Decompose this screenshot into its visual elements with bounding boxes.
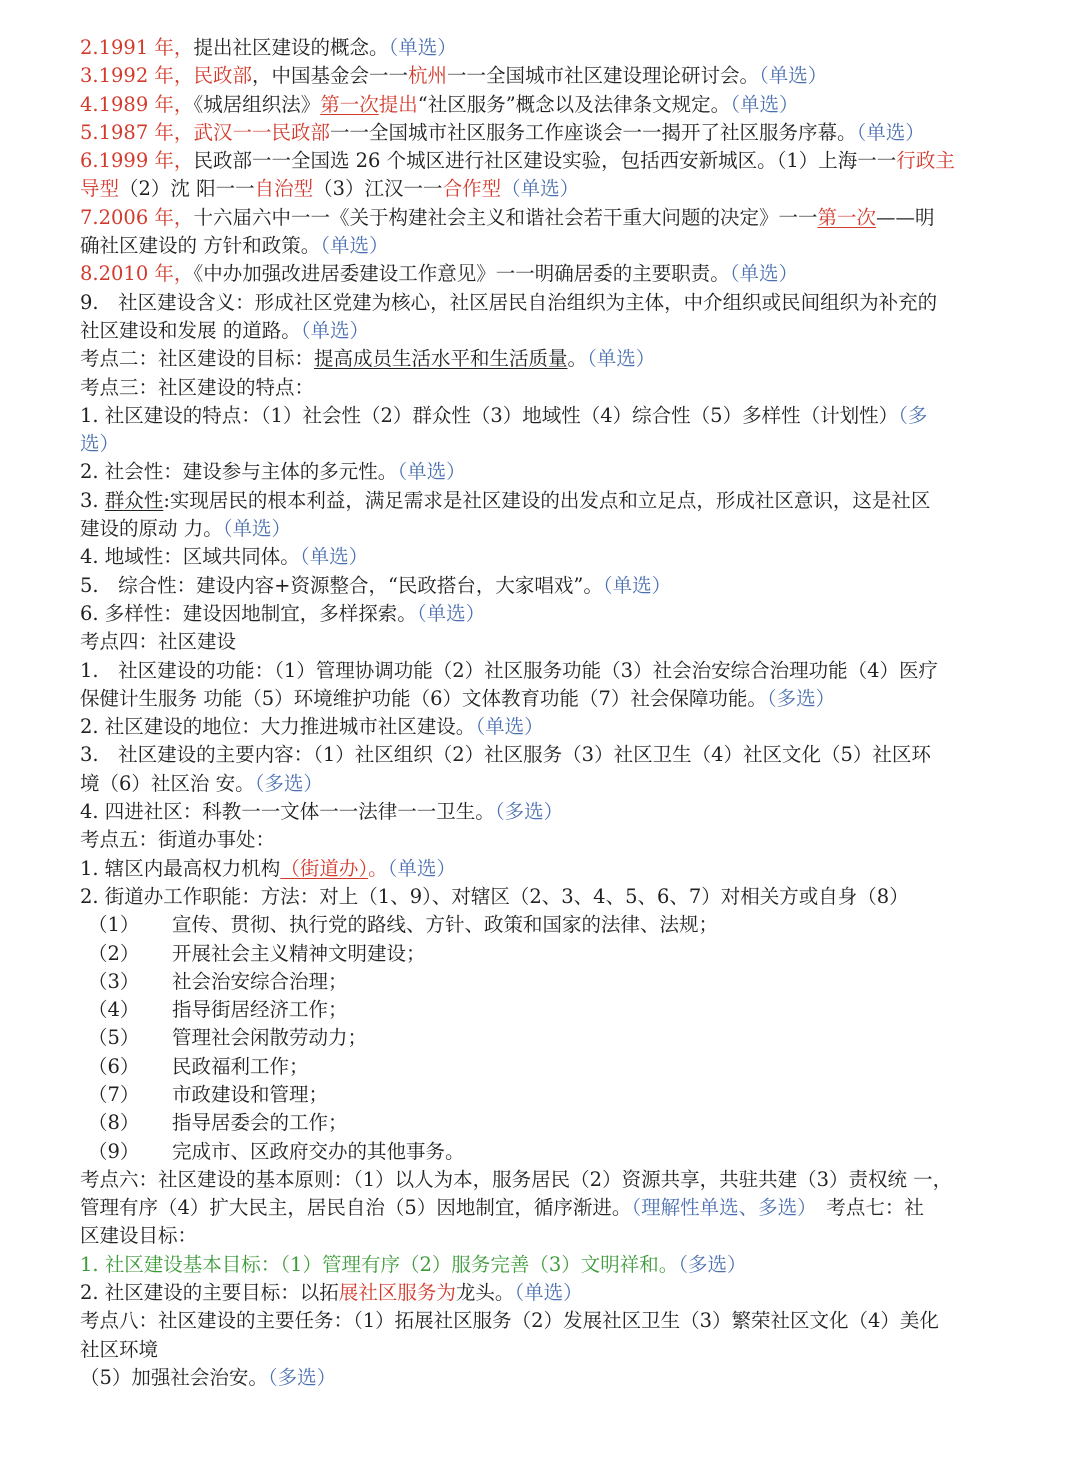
list-text: 完成市、区政府交办的其他事务。 [172, 1139, 465, 1163]
line-1987 [80, 119, 995, 147]
line-text: 《城居组织法》 [193, 92, 321, 116]
highlight-text: 行政主 [896, 149, 955, 173]
highlight-text: 合作型 [442, 177, 502, 201]
line-text: 确社区建设的 方针和政策。 [80, 234, 321, 258]
list-number: （2） [88, 941, 140, 965]
list-text: 指导居委会的工作； [172, 1111, 348, 1135]
tag-single: （单选） [729, 262, 798, 286]
highlight-text: 导型 [80, 177, 120, 201]
year-label: 8.2010 年， [80, 262, 194, 286]
list-number: （6） [88, 1054, 140, 1078]
highlight-underlined: 第一次 [320, 92, 379, 116]
list-number: （7） [88, 1082, 140, 1106]
line-text: 提出社区建设的概念。 [193, 36, 389, 59]
line-tasks-cont [80, 1336, 995, 1364]
highlight-underlined: （街道办） [280, 856, 369, 880]
tag-single: （单选） [730, 92, 799, 116]
line-text: 2. 社区建设的主要目标：以拓 [80, 1281, 339, 1305]
underlined-text: 提高成员生活水平和生活质量 [314, 347, 568, 371]
line-definition [80, 289, 995, 317]
line-functions [80, 657, 995, 685]
line-text: 社区建设和发展 的道路。 [80, 318, 301, 342]
tag-single: （单选） [299, 545, 369, 569]
line-definition-cont [80, 317, 995, 345]
tag-multi: （多 [898, 403, 928, 427]
line-text: （3）江汉一一 [313, 177, 443, 201]
line-text: 1. 社区建设的功能：（1）管理协调功能（2）社区服务功能（3）社会治安综合治理功能（4）医疗 [80, 658, 938, 682]
section-heading: 区建设目标： [80, 1224, 198, 1248]
tag-single: （单选） [222, 517, 291, 541]
line-text: 3. 社区建设的主要内容：（1）社区组织（2）社区服务（3）社区卫生（4）社区文化（5）社区环 [80, 743, 931, 767]
list-item [80, 911, 995, 939]
underlined-text: 群众性 [104, 488, 164, 512]
year-label: 2.1991 年， [80, 36, 194, 59]
tag-single: （单选） [856, 120, 925, 144]
line-1999 [80, 147, 995, 175]
line-text: 考点八：社区建设的主要任务：（1）拓展社区服务（2）发展社区卫生（3）繁荣社区文化（4）美化 [80, 1309, 939, 1333]
line-authority [80, 855, 995, 883]
section-3-heading [80, 374, 995, 402]
line-text: 考点六：社区建设的基本原则：（1）以人为本，服务居民（2）资源共享，共驻共建（3）责权统 一， [80, 1167, 953, 1191]
tag-single: （单选） [587, 347, 656, 371]
line-2010 [80, 260, 995, 288]
tag-single: （单选） [397, 460, 466, 484]
section-8-tasks [80, 1307, 995, 1335]
line-text: 2. 街道办工作职能：方法：对上（1、9）、对辖区（2、3、4、5、6、7）对相关方或自身（8） [80, 884, 909, 908]
tag-single: （单选） [602, 573, 672, 597]
section-2-goal [80, 345, 995, 373]
line-text: 建设的原动 力。 [80, 517, 223, 541]
highlight-text: 杭州 [407, 64, 447, 88]
line-diversity [80, 600, 995, 628]
line-text: 龙头。 [455, 1281, 515, 1305]
section-6-principles [80, 1166, 995, 1194]
line-text: ——明 [875, 205, 935, 229]
list-item [80, 1138, 995, 1166]
list-item [80, 1053, 995, 1081]
line-social [80, 458, 995, 486]
line-basic-goals [80, 1251, 995, 1279]
line-1999-cont [80, 175, 995, 203]
section-heading: 考点三：社区建设的特点： [80, 375, 315, 399]
tag-multi: （多选） [494, 800, 564, 824]
highlight-text: 提出 [378, 92, 418, 116]
line-contents-cont [80, 770, 995, 798]
document-page [80, 34, 995, 1392]
tag-single: （单选） [387, 856, 456, 880]
section-heading: 考点五：街道办事处： [80, 828, 276, 852]
tag-multi: （多选） [267, 1365, 337, 1389]
line-features [80, 402, 995, 430]
line-tasks-last [80, 1364, 995, 1392]
section-4-heading [80, 628, 995, 656]
line-2006-cont [80, 232, 995, 260]
list-text: 社会治安综合治理； [172, 969, 348, 993]
line-text: :实现居民的根本利益，满足需求是社区建设的出发点和立足点，形成社区意识，这是社区 [163, 488, 931, 512]
year-label: 3.1992 年， [80, 64, 194, 88]
line-text: 《中办加强改进居委建设工作意见》一一明确居委的主要职责。 [193, 262, 730, 286]
tag-single: （单选） [416, 601, 486, 625]
list-number: （1） [88, 913, 140, 937]
line-text: 6. 多样性：建设因地制宜，多样探索。 [80, 601, 417, 625]
tag-single: （单选） [475, 715, 544, 739]
line-status [80, 713, 995, 741]
tag-mixed: （理解性单选、多选） [631, 1196, 807, 1220]
line-text: （5）加强社会治安。 [80, 1365, 268, 1389]
line-text: 十六届六中一一《关于构建社会主义和谐社会若干重大问题的决定》一一 [193, 205, 818, 229]
line-regional [80, 543, 995, 571]
list-text: 市政建设和管理； [172, 1082, 329, 1106]
line-text: 4. 地域性：区域共同体。 [80, 545, 300, 569]
tag-single: （单选） [300, 318, 369, 342]
tag-multi: （多选） [254, 771, 323, 795]
highlight-text: 自治型 [254, 177, 314, 201]
line-1991 [80, 34, 995, 62]
line-text: 1. 辖区内最高权力机构 [80, 856, 281, 880]
year-label: 7.2006 年， [80, 205, 194, 229]
list-text: 管理社会闲散劳动力； [172, 1026, 368, 1050]
line-text: 管理有序（4）扩大民主，居民自治（5）因地制宜，循序渐进。 [80, 1196, 632, 1220]
list-number: （8） [88, 1111, 140, 1135]
highlight-text: 民政部 [193, 64, 252, 88]
list-text: 指导街居经济工作； [172, 998, 348, 1022]
line-four-entries [80, 798, 995, 826]
highlight-text: 展社区服务为 [338, 1281, 456, 1305]
tag-multi: （多选） [678, 1252, 747, 1276]
line-text: （2）沈 阳一一 [119, 177, 255, 201]
line-text: 5. 综合性：建设内容+资源整合，“民政搭台，大家唱戏”。 [80, 573, 603, 597]
section-heading: 考点二：社区建设的目标： [80, 347, 315, 371]
highlight-text: 。 [368, 856, 388, 880]
line-contents [80, 741, 995, 769]
list-text: 民政福利工作； [172, 1054, 309, 1078]
line-2006 [80, 204, 995, 232]
line-1992 [80, 62, 995, 90]
line-functions-cont [80, 685, 995, 713]
line-text: 一一全国城市社区建设理论研讨会。 [446, 64, 759, 88]
line-1989 [80, 91, 995, 119]
tag-single: （单选） [320, 234, 389, 258]
line-principles-cont [80, 1194, 995, 1222]
list-number: （3） [88, 969, 140, 993]
tag-single: （单选） [759, 64, 828, 88]
year-label: 6.1999 年， [80, 149, 194, 173]
line-text: 2. 社会性：建设参与主体的多元性。 [80, 460, 398, 484]
tag-multi: （多选） [766, 686, 836, 710]
list-text: 开展社会主义精神文明建设； [172, 941, 426, 965]
list-item [80, 1024, 995, 1052]
section-heading: 考点七：社 [806, 1196, 924, 1220]
year-label: 4.1989 年， [80, 92, 194, 116]
line-text: “社区服务”概念以及法律条文规定。 [417, 92, 731, 116]
line-text: 9. 社区建设含义：形成社区党建为核心，社区居民自治组织为主体，中介组织或民间组织为补充的 [80, 290, 938, 314]
line-text: 民政部一一全国选 26 个城区进行社区建设实验，包括西安新城区。（1）上海一一 [193, 149, 897, 173]
line-text: 保健计生服务 功能（5）环境维护功能（6）文体教育功能（7）社会保障功能。 [80, 686, 767, 710]
list-item [80, 1081, 995, 1109]
highlight-underlined: 第一次 [817, 205, 876, 229]
line-text: 境（6）社区治 安。 [80, 771, 255, 795]
line-comprehensive [80, 572, 995, 600]
tag-multi: 选） [80, 432, 120, 456]
line-main-goal [80, 1279, 995, 1307]
line-text: 社区环境 [80, 1337, 159, 1361]
list-item [80, 1109, 995, 1137]
highlight-green-text: 1. 社区建设基本目标：（1）管理有序（2）服务完善（3）文明祥和。 [80, 1252, 679, 1276]
tag-single: （单选） [501, 177, 580, 201]
line-mass [80, 487, 995, 515]
list-number: （9） [88, 1139, 140, 1163]
line-duties-method [80, 883, 995, 911]
section-heading: 考点四：社区建设 [80, 630, 237, 654]
line-features-cont [80, 430, 995, 458]
line-mass-cont [80, 515, 995, 543]
line-text: 一一全国城市社区服务工作座谈会一一揭开了社区服务序幕。 [329, 120, 857, 144]
section-7-heading [80, 1222, 995, 1250]
line-text: 。 [567, 347, 588, 371]
highlight-text: 武汉一一民政部 [193, 120, 330, 144]
year-label: 5.1987 年， [80, 120, 194, 144]
list-item [80, 996, 995, 1024]
section-5-heading [80, 826, 995, 854]
tag-single: （单选） [388, 36, 457, 59]
line-text: 4. 四进社区：科教一一文体一一法律一一卫生。 [80, 800, 495, 824]
list-number: （5） [88, 1026, 140, 1050]
list-item [80, 968, 995, 996]
tag-single: （单选） [514, 1281, 583, 1305]
list-text: 宣传、贯彻、执行党的路线、方针、政策和国家的法律、法规； [172, 913, 719, 937]
list-item [80, 940, 995, 968]
line-text: 2. 社区建设的地位：大力推进城市社区建设。 [80, 715, 476, 739]
line-text: ，中国基金会一一 [251, 64, 408, 88]
list-number: （4） [88, 998, 140, 1022]
line-text: 3. [80, 488, 105, 512]
line-text: 1. 社区建设的特点：（1）社会性（2）群众性（3）地域性（4）综合性（5）多样性（计划性） [80, 403, 899, 427]
